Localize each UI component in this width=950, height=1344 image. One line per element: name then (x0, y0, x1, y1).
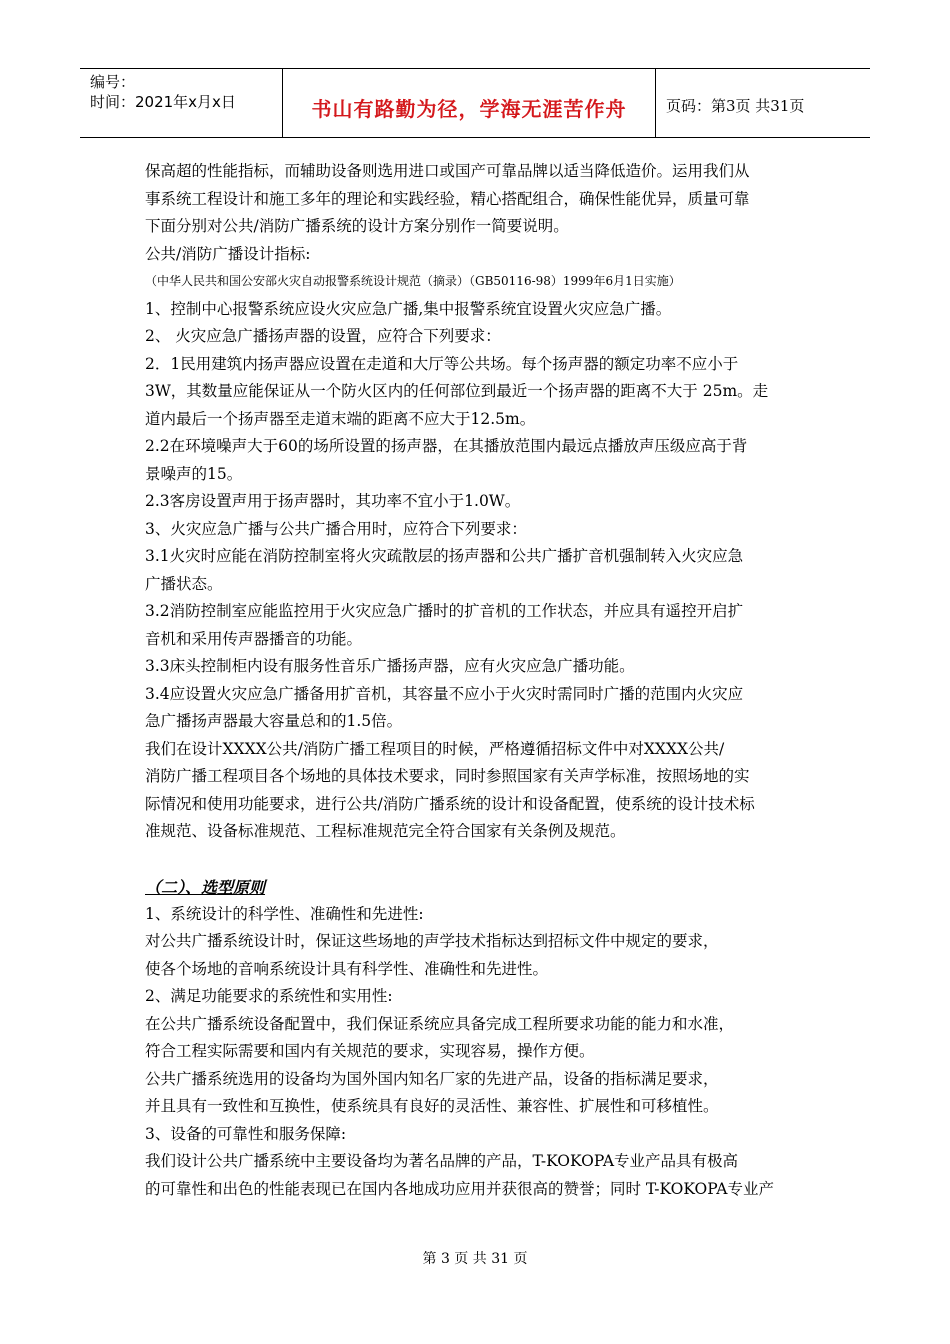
paragraph-line: 3W，其数量应能保证从一个防火区内的任何部位到最近一个扬声器的距离不大于 25m。走 (145, 382, 769, 400)
paragraph-line: 公共广播系统选用的设备均为国外国内知名厂家的先进产品，设备的指标满足要求， (145, 1069, 719, 1088)
paragraph-line: 的可靠性和出色的性能表现已在国内各地成功应用并获很高的赞誉；同时 T-KOKOPA专业产 (145, 1179, 774, 1198)
paragraph-line: 3.1火灾时应能在消防控制室将火灾疏散层的扬声器和公共广播扩音机强制转入火灾应急 (145, 547, 744, 565)
paragraph-line: 我们设计公共广播系统中主要设备均为著名品牌的产品，T-KOKOPA专业产品具有极高 (145, 1152, 739, 1170)
paragraph-line: 并且具有一致性和互换性，使系统具有良好的灵活性、兼容性、扩展性和可移植性。 (145, 1097, 719, 1115)
paragraph-line: 3、设备的可靠性和服务保障: (145, 1124, 347, 1143)
paragraph-line: 消防广播工程项目各个场地的具体技术要求，同时参照国家有关声学标准，按照场地的实 (145, 767, 750, 785)
paragraph-line: 广播状态。 (145, 574, 223, 593)
paragraph-line: 下面分别对公共/消防广播系统的设计方案分别作一简要说明。 (145, 217, 569, 235)
motto: 书山有路勤为径，学海无涯苦作舟 (311, 97, 627, 121)
number-label: 编号： (90, 73, 136, 91)
paragraph-line: 符合工程实际需要和国内有关规范的要求，实现容易，操作方便。 (145, 1042, 595, 1060)
paragraph-line: 景噪声的15。 (145, 464, 243, 483)
regulation-reference: （中华人民共和国公安部火灾自动报警系统设计规范（摘录）（GB50116-98）1999年6月1日实施） (145, 274, 681, 288)
header-page-cell (656, 69, 870, 137)
paragraph-line: 准规范、设备标准规范、工程标准规范完全符合国家有关条例及规范。 (145, 822, 626, 840)
paragraph-line: 3.3床头控制柜内设有服务性音乐广播扬声器，应有火灾应急广播功能。 (145, 657, 635, 675)
page-info: 页码：第3页 共31页 (666, 97, 805, 115)
paragraph-line: 在公共广播系统设备配置中，我们保证系统应具备完成工程所要求功能的能力和水准， (145, 1014, 735, 1033)
spacer (145, 846, 807, 862)
paragraph-line: 1、控制中心报警系统应设火灾应急广播,集中报警系统宜设置火灾应急广播。 (145, 299, 672, 318)
document-body (145, 158, 807, 1203)
paragraph-line: 使各个场地的音响系统设计具有科学性、准确性和先进性。 (145, 959, 549, 978)
paragraph-line: 3、火灾应急广播与公共广播合用时，应符合下列要求： (145, 519, 527, 538)
paragraph-line: 3.2消防控制室应能监控用于火灾应急广播时的扩音机的工作状态，并应具有遥控开启扩 (145, 602, 744, 620)
paragraph-line: 2、满足功能要求的系统性和实用性: (145, 987, 393, 1005)
paragraph-line: 2.3客房设置声用于扬声器时，其功率不宜小于1.0W。 (145, 492, 521, 510)
paragraph-line: 急广播扬声器最大容量总和的1.5倍。 (145, 712, 403, 730)
header-motto-cell (283, 69, 656, 137)
paragraph-line: 我们在设计XXXX公共/消防广播工程项目的时候，严格遵循招标文件中对XXXX公共/ (145, 739, 725, 758)
paragraph-line: 3.4应设置火灾应急广播备用扩音机，其容量不应小于火灾时需同时广播的范围内火灾应 (145, 684, 744, 703)
section-title: （二）、选型原则 (145, 877, 266, 897)
paragraph-line: 际情况和使用功能要求，进行公共/消防广播系统的设计和设备配置，使系统的设计技术标 (145, 794, 755, 813)
time-label: 时间：2021年x月x日 (90, 93, 236, 111)
paragraph-line: 对公共广播系统设计时，保证这些场地的声学技术指标达到招标文件中规定的要求， (145, 932, 719, 950)
paragraph-line: 2．1民用建筑内扬声器应设置在走道和大厅等公共场。每个扬声器的额定功率不应小于 (145, 354, 739, 373)
page-footer: 第 3 页 共 31 页 (422, 1251, 528, 1267)
paragraph-line: 2、 火灾应急广播扬声器的设置，应符合下列要求： (145, 327, 501, 345)
paragraph-line: 道内最后一个扬声器至走道末端的距离不应大于12.5m。 (145, 409, 536, 428)
paragraph-line: 公共/消防广播设计指标: (145, 244, 311, 263)
paragraph-line: 2.2在环境噪声大于60的场所设置的扬声器，在其播放范围内最远点播放声压级应高于背 (145, 437, 748, 455)
paragraph-line: 1、系统设计的科学性、准确性和先进性: (145, 904, 424, 923)
paragraph-line: 音机和采用传声器播音的功能。 (145, 629, 363, 648)
header-meta-cell (80, 69, 283, 137)
paragraph-line: 事系统工程设计和施工多年的理论和实践经验，精心搭配组合，确保性能优异，质量可靠 (145, 189, 750, 208)
page-header (80, 68, 870, 138)
paragraph-line: 保高超的性能指标，而辅助设备则选用进口或国产可靠品牌以适当降低造价。运用我们从 (145, 162, 750, 180)
